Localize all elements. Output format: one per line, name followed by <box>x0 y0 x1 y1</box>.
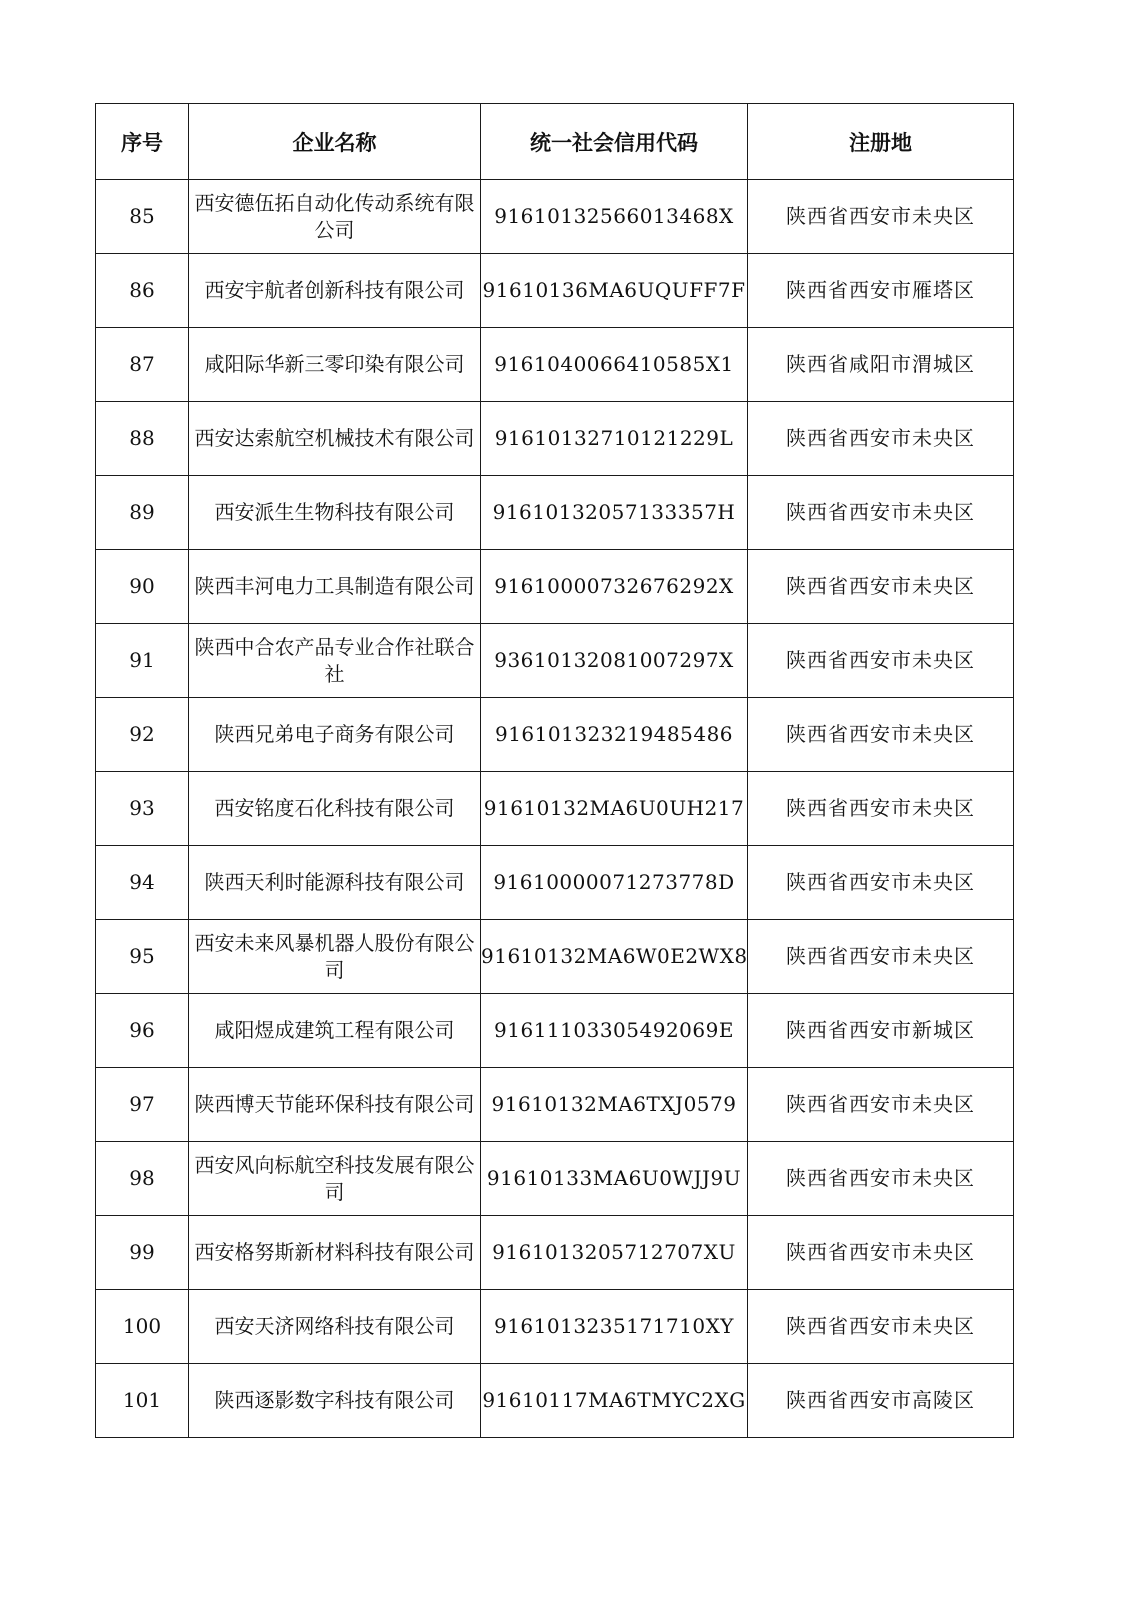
company-name-cell <box>189 550 481 624</box>
company-name-text: 咸阳煜成建筑工程有限公司 <box>214 1018 455 1042</box>
company-name-cell <box>189 254 481 328</box>
table-row <box>96 328 1014 402</box>
company-name-text: 西安铭度石化科技有限公司 <box>214 796 455 820</box>
registration-place-cell: 陕西省西安市未央区 <box>748 1142 1014 1216</box>
table-row <box>96 1364 1014 1438</box>
table-row <box>96 920 1014 994</box>
credit-code-cell: 91610000071273778D <box>481 846 748 920</box>
serial-number-cell: 85 <box>96 180 189 254</box>
table-row <box>96 772 1014 846</box>
credit-code-cell: 91610132710121229L <box>481 402 748 476</box>
company-name-cell <box>189 402 481 476</box>
serial-number-cell: 97 <box>96 1068 189 1142</box>
credit-code-cell: 91610136MA6UQUFF7F <box>481 254 748 328</box>
table-row <box>96 994 1014 1068</box>
company-name-text: 陕西逐影数字科技有限公司 <box>214 1388 455 1412</box>
company-name-cell <box>189 698 481 772</box>
serial-number-cell: 86 <box>96 254 189 328</box>
credit-code-cell: 91610117MA6TMYC2XG <box>481 1364 748 1438</box>
company-name-cell <box>189 1290 481 1364</box>
company-name-cell <box>189 920 481 994</box>
table-row <box>96 476 1014 550</box>
registration-place-cell: 陕西省咸阳市渭城区 <box>748 328 1014 402</box>
serial-number-cell: 87 <box>96 328 189 402</box>
header-company-name: 企业名称 <box>189 104 481 180</box>
table-row <box>96 846 1014 920</box>
table-row <box>96 254 1014 328</box>
credit-code-cell: 91610133MA6U0WJJ9U <box>481 1142 748 1216</box>
company-name-text: 陕西天利时能源科技有限公司 <box>204 870 465 894</box>
serial-number-cell: 88 <box>96 402 189 476</box>
table-body <box>96 180 1014 1438</box>
registration-place-cell: 陕西省西安市高陵区 <box>748 1364 1014 1438</box>
registration-place-cell: 陕西省西安市未央区 <box>748 846 1014 920</box>
serial-number-cell: 93 <box>96 772 189 846</box>
registration-place-cell: 陕西省西安市未央区 <box>748 920 1014 994</box>
serial-number-cell: 94 <box>96 846 189 920</box>
serial-number-cell: 98 <box>96 1142 189 1216</box>
company-name-cell <box>189 624 481 698</box>
company-name-text: 咸阳际华新三零印染有限公司 <box>204 352 465 376</box>
table-row <box>96 180 1014 254</box>
credit-code-cell: 91610132MA6U0UH217 <box>481 772 748 846</box>
credit-code-cell: 916101323219485486 <box>481 698 748 772</box>
credit-code-cell: 9161013205712707XU <box>481 1216 748 1290</box>
enterprise-table <box>95 103 1014 1438</box>
company-name-text: 西安德伍拓自动化传动系统有限公司 <box>194 190 475 242</box>
company-name-text: 陕西博天节能环保科技有限公司 <box>194 1092 475 1116</box>
serial-number-cell: 95 <box>96 920 189 994</box>
table-row <box>96 402 1014 476</box>
credit-code-cell: 91611103305492069E <box>481 994 748 1068</box>
company-name-cell <box>189 1364 481 1438</box>
company-name-text: 西安天济网络科技有限公司 <box>214 1314 455 1338</box>
serial-number-cell: 96 <box>96 994 189 1068</box>
header-registration-place: 注册地 <box>748 104 1014 180</box>
table-row <box>96 624 1014 698</box>
company-name-cell <box>189 1068 481 1142</box>
credit-code-cell: 91610132566013468X <box>481 180 748 254</box>
table-row <box>96 698 1014 772</box>
company-name-cell <box>189 994 481 1068</box>
company-name-text: 西安格努斯新材料科技有限公司 <box>194 1240 475 1264</box>
credit-code-cell: 9161013235171710XY <box>481 1290 748 1364</box>
table-row <box>96 1068 1014 1142</box>
registration-place-cell: 陕西省西安市未央区 <box>748 1068 1014 1142</box>
table-row <box>96 1142 1014 1216</box>
credit-code-cell: 9161040066410585X1 <box>481 328 748 402</box>
company-name-cell <box>189 1216 481 1290</box>
registration-place-cell: 陕西省西安市新城区 <box>748 994 1014 1068</box>
company-name-cell <box>189 328 481 402</box>
credit-code-cell: 91610132MA6TXJ0579 <box>481 1068 748 1142</box>
credit-code-cell: 93610132081007297X <box>481 624 748 698</box>
company-name-text: 西安风向标航空科技发展有限公司 <box>194 1152 475 1204</box>
registration-place-cell: 陕西省西安市未央区 <box>748 550 1014 624</box>
registration-place-cell: 陕西省西安市未央区 <box>748 1216 1014 1290</box>
company-name-cell <box>189 180 481 254</box>
credit-code-cell: 91610132MA6W0E2WX8 <box>481 920 748 994</box>
serial-number-cell: 91 <box>96 624 189 698</box>
company-name-text: 陕西中合农产品专业合作社联合社 <box>194 634 475 686</box>
company-name-cell <box>189 772 481 846</box>
company-name-text: 西安达索航空机械技术有限公司 <box>194 426 475 450</box>
registration-place-cell: 陕西省西安市未央区 <box>748 180 1014 254</box>
company-name-cell <box>189 846 481 920</box>
company-name-cell <box>189 476 481 550</box>
registration-place-cell: 陕西省西安市未央区 <box>748 624 1014 698</box>
serial-number-cell: 101 <box>96 1364 189 1438</box>
table-header-row <box>96 104 1014 180</box>
serial-number-cell: 90 <box>96 550 189 624</box>
registration-place-cell: 陕西省西安市未央区 <box>748 476 1014 550</box>
registration-place-cell: 陕西省西安市未央区 <box>748 402 1014 476</box>
header-serial-number: 序号 <box>96 104 189 180</box>
serial-number-cell: 92 <box>96 698 189 772</box>
company-name-text: 西安派生生物科技有限公司 <box>214 500 455 524</box>
company-name-text: 陕西兄弟电子商务有限公司 <box>214 722 455 746</box>
table-row <box>96 550 1014 624</box>
serial-number-cell: 99 <box>96 1216 189 1290</box>
table-row <box>96 1290 1014 1364</box>
table-row <box>96 1216 1014 1290</box>
credit-code-cell: 91610132057133357H <box>481 476 748 550</box>
company-name-cell <box>189 1142 481 1216</box>
registration-place-cell: 陕西省西安市未央区 <box>748 698 1014 772</box>
company-name-text: 西安未来风暴机器人股份有限公司 <box>194 930 475 982</box>
registration-place-cell: 陕西省西安市雁塔区 <box>748 254 1014 328</box>
credit-code-cell: 91610000732676292X <box>481 550 748 624</box>
registration-place-cell: 陕西省西安市未央区 <box>748 772 1014 846</box>
company-name-text: 西安宇航者创新科技有限公司 <box>204 278 465 302</box>
serial-number-cell: 89 <box>96 476 189 550</box>
company-name-text: 陕西丰河电力工具制造有限公司 <box>194 574 475 598</box>
header-credit-code: 统一社会信用代码 <box>481 104 748 180</box>
registration-place-cell: 陕西省西安市未央区 <box>748 1290 1014 1364</box>
serial-number-cell: 100 <box>96 1290 189 1364</box>
